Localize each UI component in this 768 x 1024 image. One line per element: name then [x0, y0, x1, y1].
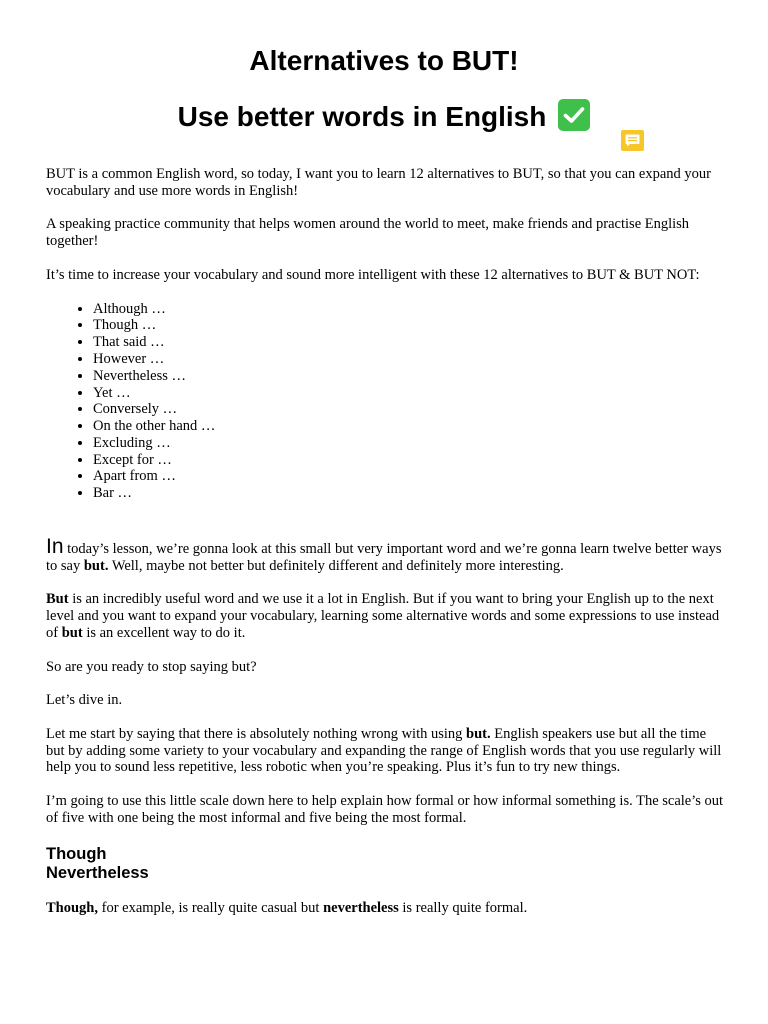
lesson-paragraph-4: Let’s dive in.: [46, 692, 123, 709]
section-paragraph: [46, 900, 726, 917]
intro-paragraph-1: BUT is a common English word, so today, I want you to learn 12 alternatives to BUT, so that you can expand your vocabulary and use more words in English!: [46, 166, 711, 199]
check-mark-button-icon: [558, 99, 590, 131]
lesson-paragraph-2: [46, 591, 726, 641]
text-run: Well, maybe not better but definitely different and definitely more interesting.: [108, 557, 564, 574]
list-item: • Yet …: [93, 385, 726, 402]
bold-run: But: [46, 591, 69, 608]
list-item: • On the other hand …: [93, 418, 726, 435]
list-item: • Conversely …: [93, 401, 726, 418]
list-item: • Although …: [93, 301, 726, 318]
bold-run: but.: [83, 557, 109, 574]
list-item: • That said …: [93, 334, 726, 351]
section-heading-line: Though: [46, 844, 107, 863]
text-run: today’s lesson, we’re gonna look at this small but very important word and we’re gonna learn twelve better ways to say: [46, 541, 722, 574]
text-run: for example, is really quite casual but: [98, 899, 324, 916]
comment-icon[interactable]: [621, 130, 644, 151]
subtitle-text: Use better words in English: [177, 101, 547, 132]
bold-run: Though,: [46, 899, 98, 916]
bold-run: but.: [466, 726, 491, 742]
section-heading: [46, 845, 726, 883]
list-item: • However …: [93, 351, 726, 368]
list-item: • Excluding …: [93, 435, 726, 452]
intro-paragraph-3: It’s time to increase your vocabulary and sound more intelligent with these 12 alternatives to BUT & BUT NOT:: [46, 266, 700, 283]
lesson-paragraph-6: I’m going to use this little scale down here to help explain how formal or how informal something is. The scale’s out of five with one being the most informal and five being the most formal.: [46, 793, 724, 826]
text-run: Let me start by saying that there is absolutely nothing wrong with using: [46, 726, 467, 742]
text-run: is really quite formal.: [398, 899, 528, 916]
bold-run: nevertheless: [323, 899, 399, 916]
list-item: • Though …: [93, 317, 726, 334]
document-title: Alternatives to BUT!: [249, 45, 519, 76]
lesson-paragraph-5: [46, 726, 726, 776]
text-run: is an excellent way to do it.: [82, 624, 246, 641]
section-heading-line: Nevertheless: [46, 863, 149, 882]
list-item: • Except for …: [93, 452, 726, 469]
text-run: is an incredibly useful word and we use it a lot in English. But if you want to bring your English up to the next level and you want to expand your vocabulary, learning some alternative words and some expressions to use instead of: [46, 591, 720, 641]
lesson-paragraph-1: [46, 535, 726, 574]
drop-word: In: [46, 535, 64, 559]
document-subtitle: [0, 99, 768, 134]
bold-run: but: [61, 624, 83, 641]
intro-paragraph-2: A speaking practice community that helps women around the world to meet, make friends and practise English together!: [46, 216, 690, 250]
list-item: • Apart from …: [93, 468, 726, 485]
text-run: English speakers use but all the time but by adding some variety to your vocabulary and expanding the range of English words that you use regularly will help you to sound less repetitive, less robotic when you’re speaking. Plus it’s fun to try new things.: [46, 726, 722, 776]
alternatives-list: [46, 301, 726, 503]
lesson-paragraph-3: So are you ready to stop saying but?: [46, 658, 257, 675]
list-item: • Nevertheless …: [93, 368, 726, 385]
document-body: [46, 166, 726, 916]
list-item: • Bar …: [93, 485, 726, 502]
